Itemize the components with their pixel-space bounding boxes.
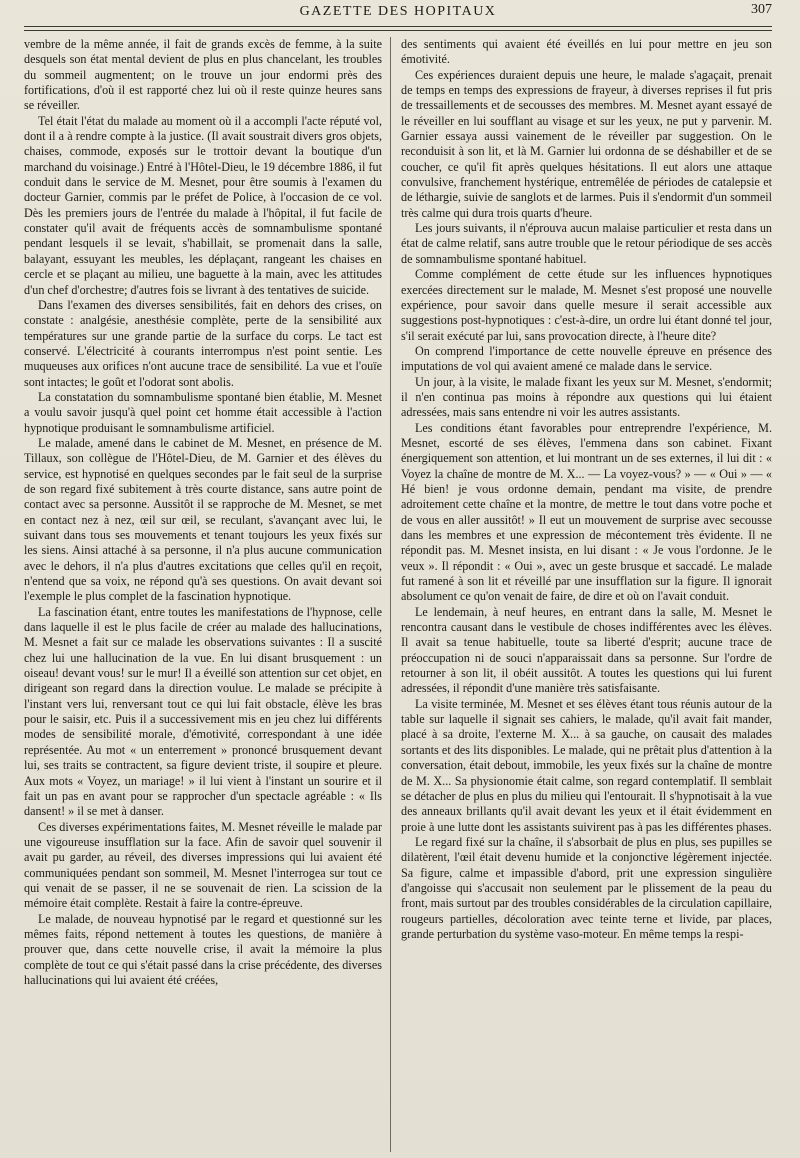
right-column [390, 37, 772, 1152]
paragraph: Un jour, à la visite, le malade fixant les yeux sur M. Mesnet, s'endormit; il n'en continua pas moins à répondre aux questions qui lui étaient adressées, mais sans entendre ni voir les autres assistants. [401, 374, 772, 420]
paragraph: Comme complément de cette étude sur les influences hypnotiques exercées directement sur le malade, M. Mesnet s'est proposé une nouvelle expérience, pour savoir dans quelle mesure il serait accessible aux suggestions post-hypnotiques : c'est-à-dire, un ordre lui étant donné tel jour, s'il serait exécuté par lui, sans provocation directe, à l'heure dite? [401, 267, 772, 343]
paragraph: La visite terminée, M. Mesnet et ses élèves étant tous réunis autour de la table sur laquelle il signait ses cahiers, le malade, qu'il avait fait mander, placé à sa droite, l'externe M. X... à sa gauche, on causait des malades sortants et des lits disponibles. Le malade, qui ne prêtait plus d'attention à la conversation, était debout, immobile, les yeux fixés sur la chaîne de montre de M. X... Sa physionomie était calme, son regard contemplatif. Il semblait se détacher de plus en plus du milieu qui l'entourait. Il s'hypnotisait à la vue des anneaux brillants qu'il avait devant les yeux et il était évidemment en proie à une lutte dont les assistants suivirent pas à pas les différentes phases. [401, 696, 772, 834]
paragraph: Le malade, amené dans le cabinet de M. Mesnet, en présence de M. Tillaux, son collègue de l'Hôtel-Dieu, de M. Garnier et des élèves du service, est hypnotisé en quelques secondes par le fait seul de la surprise de son regard fixé subitement à très courte distance, sans autre point de contact avec sa personne. Aussitôt il se rapproche de M. Mesnet, se met en contact nez à nez, œil sur œil, se reculant, s'avançant avec lui, le suivant dans tous ses mouvements et tenant toujours les yeux fixés sur les siens. Ainsi attaché à sa personne, il n'a plus aucune communication avec le dehors, il n'a plus d'autres excitations que celles qu'il en reçoit, n'entend que sa voix, ne répond qu'à ses questions. On avait devant soi l'exemple le plus complet de la fascination hypnotique. [24, 435, 382, 604]
page-header [24, 0, 772, 27]
page-number: 307 [751, 2, 772, 17]
paragraph: Le lendemain, à neuf heures, en entrant dans la salle, M. Mesnet le rencontra causant dans le vestibule de choses indifférentes avec les élèves. Il avait sa tenue habituelle, toute sa liberté d'esprit; aucune trace de préoccupation ni de souci n'apparaissait dans sa personne. Sur l'ordre de retourner à son lit, il obéit aussitôt. A toutes les questions qui lui furent adressées, il répondit d'une manière très satisfaisante. [401, 604, 772, 696]
paragraph: vembre de la même année, il fait de grands excès de femme, à la suite desquels son état mental devient de plus en plus chancelant, les troubles du sommeil augmentent; on le trouve un jour endormi près des fortifications, d'où il est rapporté chez lui où il reste quinze heures sans se réveiller. [24, 37, 382, 113]
header-rule [24, 30, 772, 31]
paragraph: des sentiments qui avaient été éveillés en lui pour mettre en jeu son émotivité. [401, 37, 772, 67]
paragraph: Ces diverses expérimentations faites, M. Mesnet réveille le malade par une vigoureuse insufflation sur la face. Afin de savoir quel souvenir il avait pu garder, au réveil, des diverses impressions qui lui avaient été communiquées pendant son sommeil, M. Mesnet l'interrogea sur tout ce qui venait de se passer, il ne se souvenait de rien. La scission de la mémoire était complète. Restait à faire la contre-épreuve. [24, 819, 382, 911]
paragraph: On comprend l'importance de cette nouvelle épreuve en présence des imputations de vol qui avaient amené ce malade dans le service. [401, 343, 772, 374]
left-column [24, 37, 390, 1152]
paragraph: Tel était l'état du malade au moment où il a accompli l'acte réputé vol, dont il a à rendre compte à la justice. (Il avait soustrait divers gros objets, chaises, commode, exposés sur le trottoir devant la boutique d'un marchand du voisinage.) Entré à l'Hôtel-Dieu, le 19 décembre 1886, il fut conduit dans le service de M. Mesnet, pour être soumis à l'examen du docteur Garnier, commis par le préfet de Police, à l'occasion de ce vol. Dès les premiers jours de l'entrée du malade à l'hôpital, il fut facile de constater qu'il avait de fréquents accès de somnambulisme spontané pendant lesquels il se levait, s'habillait, se promenait dans la salle, balayant, essuyant les meubles, les déplaçant, rangeant les chaises en cercle et se plaçant au milieu, une baguette à la main, avec les attitudes d'un chef d'orchestre; d'autres fois se livrant à des tentatives de suicide. [24, 113, 382, 297]
article-columns [24, 37, 772, 1152]
paragraph: La constatation du somnambulisme spontané bien établie, M. Mesnet a voulu savoir jusqu'à quel point cet homme était accessible à l'action hypnotique produisant le somnambulisme artificiel. [24, 389, 382, 435]
paragraph: Les jours suivants, il n'éprouva aucun malaise particulier et resta dans un état de calme relatif, sans autre trouble que le retour périodique de ses accès de somnambulisme spontané habituel. [401, 221, 772, 266]
journal-title: GAZETTE DES HOPITAUX [299, 4, 497, 19]
paragraph: Les conditions étant favorables pour entreprendre l'expérience, M. Mesnet, escorté de ses élèves, l'emmena dans son cabinet. Fixant énergiquement son attention, et lui montrant un de ses externes, il lui dit : « Voyez la chaîne de montre de M. X... — La voyez-vous? » — « Oui » — « Hé bien! je vous ordonne demain, pendant ma visite, de prendre adroitement cette chaîne et la montre, de mettre le tout dans votre poche et de vous en aller aussitôt! » Il eut un mouvement de surprise avec secousse dans les membres et une expression de mécontement très évidente. Il ne répondit pas. M. Mesnet insista, en lui disant : « Je vous l'ordonne. Je le veux ». Il répondit : « Oui », avec un geste brusque et saccadé. Le malade fut ramené à son lit et réveillé par une insufflation sur la figure. Il ignorait absolument ce qu'on venait de faire, de dire et où on l'avait conduit. [401, 420, 772, 604]
paragraph: Ces expériences duraient depuis une heure, le malade s'agaçait, prenait de temps en temps des expressions de frayeur, à diverses reprises il fut pris de tressaillements et de secousses des membres. M. Mesnet ayant essayé de le réveiller en lui soufflant au visage et sur les yeux, ne put y parvenir. M. Garnier essaya aussi vainement de le réveiller par suggestion. On le reconduisit à son lit, et là M. Garnier lui ordonna de se déshabiller et de se coucher, ce qu'il fit après quelques hésitations. Il eut alors une attaque convulsive, franchement hystérique, entremêlée de périodes de catalepsie et de léthargie, suivie de sanglots et de larmes. Puis il s'endormit d'un sommeil très calme qui dura trois quarts d'heure. [401, 67, 772, 220]
paragraph: Le regard fixé sur la chaîne, il s'absorbait de plus en plus, ses pupilles se dilatèrent, l'œil était devenu humide et la conjonctive légèrement injectée. Sa figure, calme et impassible d'abord, prit une expression singulière d'angoisse qui s'accusait non seulement par le plissement de la peau du front, mais surtout par des troubles considérables de la circulation capillaire, rougeurs partielles, décoloration avec teinte terne et livide, par places, grande perturbation du système vaso-moteur. En même temps la respi- [401, 834, 772, 941]
paragraph: Dans l'examen des diverses sensibilités, fait en dehors des crises, on constate : analgésie, anesthésie complète, perte de la sensibilité aux températures sur une grande partie de la surface du corps. Le tact est conservé. L'électricité à courants interrompus n'est point sentie. Les muqueuses aux orifices n'ont aucune trace de sensibilité. La vue et l'ouïe sont intactes; le goût et l'odorat sont abolis. [24, 297, 382, 389]
paragraph: La fascination étant, entre toutes les manifestations de l'hypnose, celle dans laquelle il est le plus facile de créer au malade des hallucinations, M. Mesnet a fait sur ce malade les observations suivantes : Il a suscité chez lui une hallucination de la vue. En lui disant brusquement : un oiseau! devant vous! sur le mur! Il a éveillé son attention sur cet objet, en dirigeant son regard dans la direction voulue. Le malade se précipite à l'instant vers lui, renversant tout ce qui lui fait obstacle, élève les bras pour le saisir, etc. Puis il a successivement mis en jeu chez lui différents modes de sensibilité morale, d'émotivité, correspondant à une idée représentée. Au mot « un enterrement » prononcé brusquement devant lui, ses traits se contractent, sa figure devient triste, il soupire et pleure. Aux mots « Voyez, un mariage! » il lui vient à l'instant un sourire et il fait un pas en avant pour se rapprocher d'un spectacle agréable : « Ils dansent! » il se met à danser. [24, 604, 382, 819]
paragraph: Le malade, de nouveau hypnotisé par le regard et questionné sur les mêmes faits, répond nettement à toutes les questions, de manière à prouver que, dans cette nouvelle crise, il avait la mémoire la plus complète de tout ce qui s'était passé dans la crise précédente, des diverses hallucinations qui lui avaient été créées, [24, 911, 382, 987]
